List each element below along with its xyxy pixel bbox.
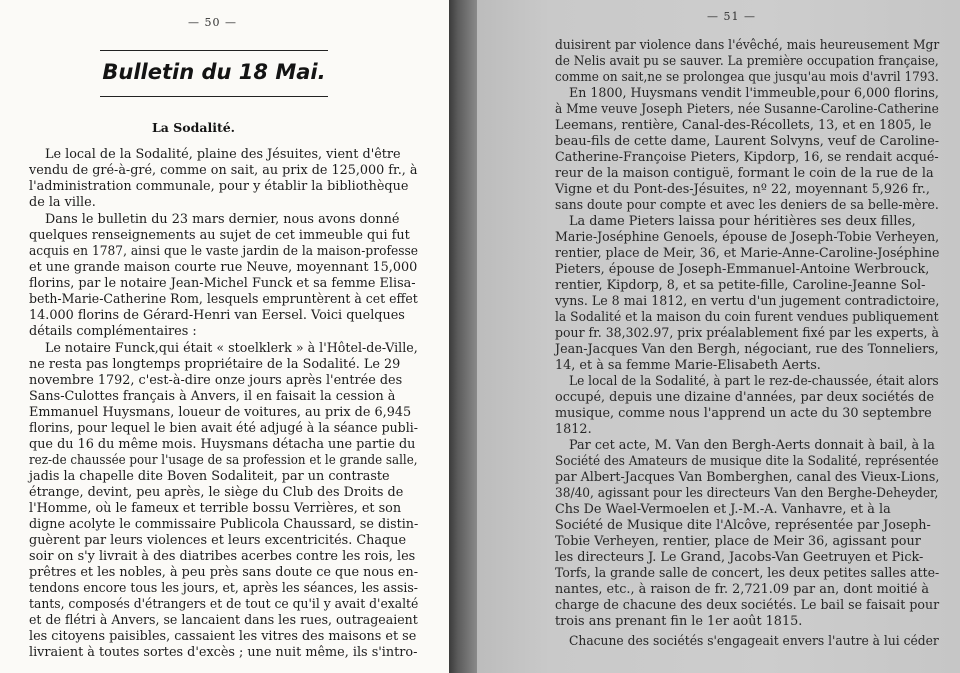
text-line: 14.000 florins de Gérard-Henri van Eersel. Voici quelques	[29, 308, 405, 323]
text-line: Le local de la Sodalité, à part le rez-de-chaussée, était alors	[569, 374, 939, 389]
bulletin-title: Bulletin du 18 Mai.	[102, 60, 326, 84]
text-line: la Sodalité et la maison du coin furent vendues publiquement	[555, 310, 939, 325]
page-number: — 51 —	[707, 10, 756, 23]
text-line: guèrent par leurs violences et leurs excentricités. Chaque	[29, 533, 407, 548]
text-line: sans doute pour compte et avec les deniers de sa belle-mère.	[555, 198, 939, 213]
text-line: tants, composés d'étrangers et de tout ce qu'il y avait d'exalté	[29, 597, 419, 612]
text-line: Marie-Joséphine Genoels, épouse de Joseph-Tobie Verheyen,	[555, 230, 940, 245]
text-line: et une grande maison courte rue Neuve, moyennant 15,000	[29, 260, 418, 275]
text-line: de la ville.	[29, 195, 96, 210]
text-line: rez-de chaussée pour l'usage de sa profession et le grande salle,	[29, 453, 418, 468]
text-line: vyns. Le 8 mai 1812, en vertu d'un jugement contradictoire,	[555, 294, 940, 309]
text-line: Vigne et du Pont-des-Jésuites, nº 22, moyennant 5,926 fr.,	[555, 182, 930, 197]
text-line: Le local de la Sodalité, plaine des Jésuites, vient d'être	[45, 147, 401, 162]
title-rule-bottom	[100, 96, 328, 97]
text-line: Pieters, épouse de Joseph-Emmanuel-Antoine Werbrouck,	[555, 262, 930, 277]
text-line: Le notaire Funck,qui était « stoelklerk » à l'Hôtel-de-Ville,	[45, 341, 418, 356]
text-line: Chacune des sociétés s'engageait envers l'autre à lui céder	[569, 634, 939, 649]
text-line: Société des Amateurs de musique dite la Sodalité, représentée	[555, 454, 939, 469]
text-line: étrange, devint, peu après, le siège du Club des Droits de	[29, 485, 404, 500]
text-line: beth-Marie-Catherine Rom, lesquels empruntèrent à cet effet	[29, 292, 418, 307]
text-line: vendu de gré-à-gré, comme on sait, au prix de 125,000 fr., à	[29, 163, 418, 178]
text-line: et de flétri à Anvers, se lancaient dans les rues, outrageaient	[29, 613, 418, 628]
title-rule-top	[100, 50, 328, 51]
text-line: pour fr. 38,302.97, prix préalablement fixé par les experts, à	[555, 326, 939, 341]
text-line: Torfs, la grande salle de concert, les deux petites salles atte-	[555, 566, 940, 581]
text-line: les directeurs J. Le Grand, Jacobs-Van Geetruyen et Pick-	[555, 550, 924, 565]
text-line: de Nelis avait pu se sauver. La première occupation française,	[555, 54, 939, 69]
text-line: nantes, etc., à raison de fr. 2,721.09 par an, dont moitié à	[555, 582, 930, 597]
text-line: florins, par le notaire Jean-Michel Funck et sa femme Elisa-	[29, 276, 416, 291]
text-line: Leemans, rentière, Canal-des-Récollets, 13, et en 1805, le	[555, 118, 932, 133]
text-line: Catherine-Françoise Pieters, Kipdorp, 16, se rendait acqué-	[555, 150, 939, 165]
text-line: reur de la maison contiguë, formant le coin de la rue de la	[555, 166, 934, 181]
text-line: 1812.	[555, 422, 592, 437]
text-line: Jean-Jacques Van den Bergh, négociant, rue des Tonneliers,	[555, 342, 939, 357]
text-line: En 1800, Huysmans vendit l'immeuble,pour 6,000 florins,	[569, 86, 939, 101]
text-line: jadis la chapelle dite Boven Sodaliteit, par un contraste	[29, 469, 390, 484]
text-line: détails complémentaires :	[29, 324, 197, 339]
page-number: — 50 —	[188, 16, 237, 29]
text-line: quelques renseignements au sujet de cet immeuble qui fut	[29, 228, 410, 243]
text-line: comme on sait,ne se prolongea que jusqu'au mois d'avril 1793.	[555, 70, 939, 85]
text-line: occupé, depuis une dizaine d'années, par deux sociétés de	[555, 390, 935, 405]
text-line: que du 16 du même mois. Huysmans détacha une partie du	[29, 437, 416, 452]
text-line: l'administration communale, pour y établir la bibliothèque	[29, 179, 409, 194]
text-line: Emmanuel Huysmans, loueur de voitures, au prix de 6,945	[29, 405, 412, 420]
text-line: rentier, Kipdorp, 8, et sa petite-fille, Caroline-Jeanne Sol-	[555, 278, 926, 293]
text-line: La dame Pieters laissa pour héritières ses deux filles,	[569, 214, 916, 229]
text-line: florins, pour lequel le bien avait été adjugé à la séance publi-	[29, 421, 418, 436]
text-line: Dans le bulletin du 23 mars dernier, nous avons donné	[45, 212, 400, 227]
text-line: novembre 1792, c'est-à-dire onze jours après l'entrée des	[29, 373, 403, 388]
text-line: soir on s'y livrait à des diatribes acerbes contre les rois, les	[29, 549, 416, 564]
text-line: prêtres et les nobles, à peu près sans doute ce que nous en-	[29, 565, 419, 580]
text-line: duisirent par violence dans l'évêché, mais heureusement Mgr	[555, 38, 940, 53]
section-title: La Sodalité.	[152, 120, 236, 135]
text-line: ne resta pas longtemps propriétaire de la Sodalité. Le 29	[29, 357, 401, 372]
left-page	[0, 0, 449, 673]
text-line: tendons encore tous les jours, et, après les séances, les assis-	[29, 581, 418, 596]
text-line: trois ans prenant fin le 1er août 1815.	[555, 614, 803, 629]
text-line: livraient à toutes sortes d'excès ; une nuit même, ils s'intro-	[29, 645, 418, 660]
text-line: acquis en 1787, ainsi que le vaste jardin de la maison-professe	[29, 244, 419, 259]
text-line: musique, comme nous l'apprend un acte du 30 septembre	[555, 406, 932, 421]
text-line: Chs De Wael-Vermoelen et J.-M.-A. Vanhavre, et à la	[555, 502, 891, 517]
text-line: les citoyens paisibles, cassaient les vitres des maisons et se	[29, 629, 417, 644]
text-line: beau-fils de cette dame, Laurent Solvyns, veuf de Caroline-	[555, 134, 940, 149]
text-line: digne acolyte le commissaire Publicola Chaussard, se distin-	[29, 517, 419, 532]
text-line: 38/40, agissant pour les directeurs Van den Berghe-Deheyder,	[555, 486, 939, 501]
text-line: rentier, place de Meir, 36, et Marie-Anne-Caroline-Joséphine	[555, 246, 940, 261]
text-line: 14, et à sa femme Marie-Elisabeth Aerts.	[555, 358, 821, 373]
text-line: Société de Musique dite l'Alcôve, représentée par Joseph-	[555, 518, 931, 533]
text-line: à Mme veuve Joseph Pieters, née Susanne-Caroline-Catherine	[555, 102, 939, 117]
text-line: l'Homme, où le fameux et terrible bossu Verrières, et son	[29, 501, 402, 516]
right-page	[477, 0, 960, 673]
text-line: par Albert-Jacques Van Bomberghen, canal des Vieux-Lions,	[555, 470, 940, 485]
text-line: Par cet acte, M. Van den Bergh-Aerts donnait à bail, à la	[569, 438, 935, 453]
book-gutter	[449, 0, 477, 673]
text-line: Tobie Verheyen, rentier, place de Meir 36, agissant pour	[555, 534, 921, 549]
text-line: Sans-Culottes français à Anvers, il en faisait la cession à	[29, 389, 396, 404]
text-line: charge de chacune des deux sociétés. Le bail se faisait pour	[555, 598, 940, 613]
